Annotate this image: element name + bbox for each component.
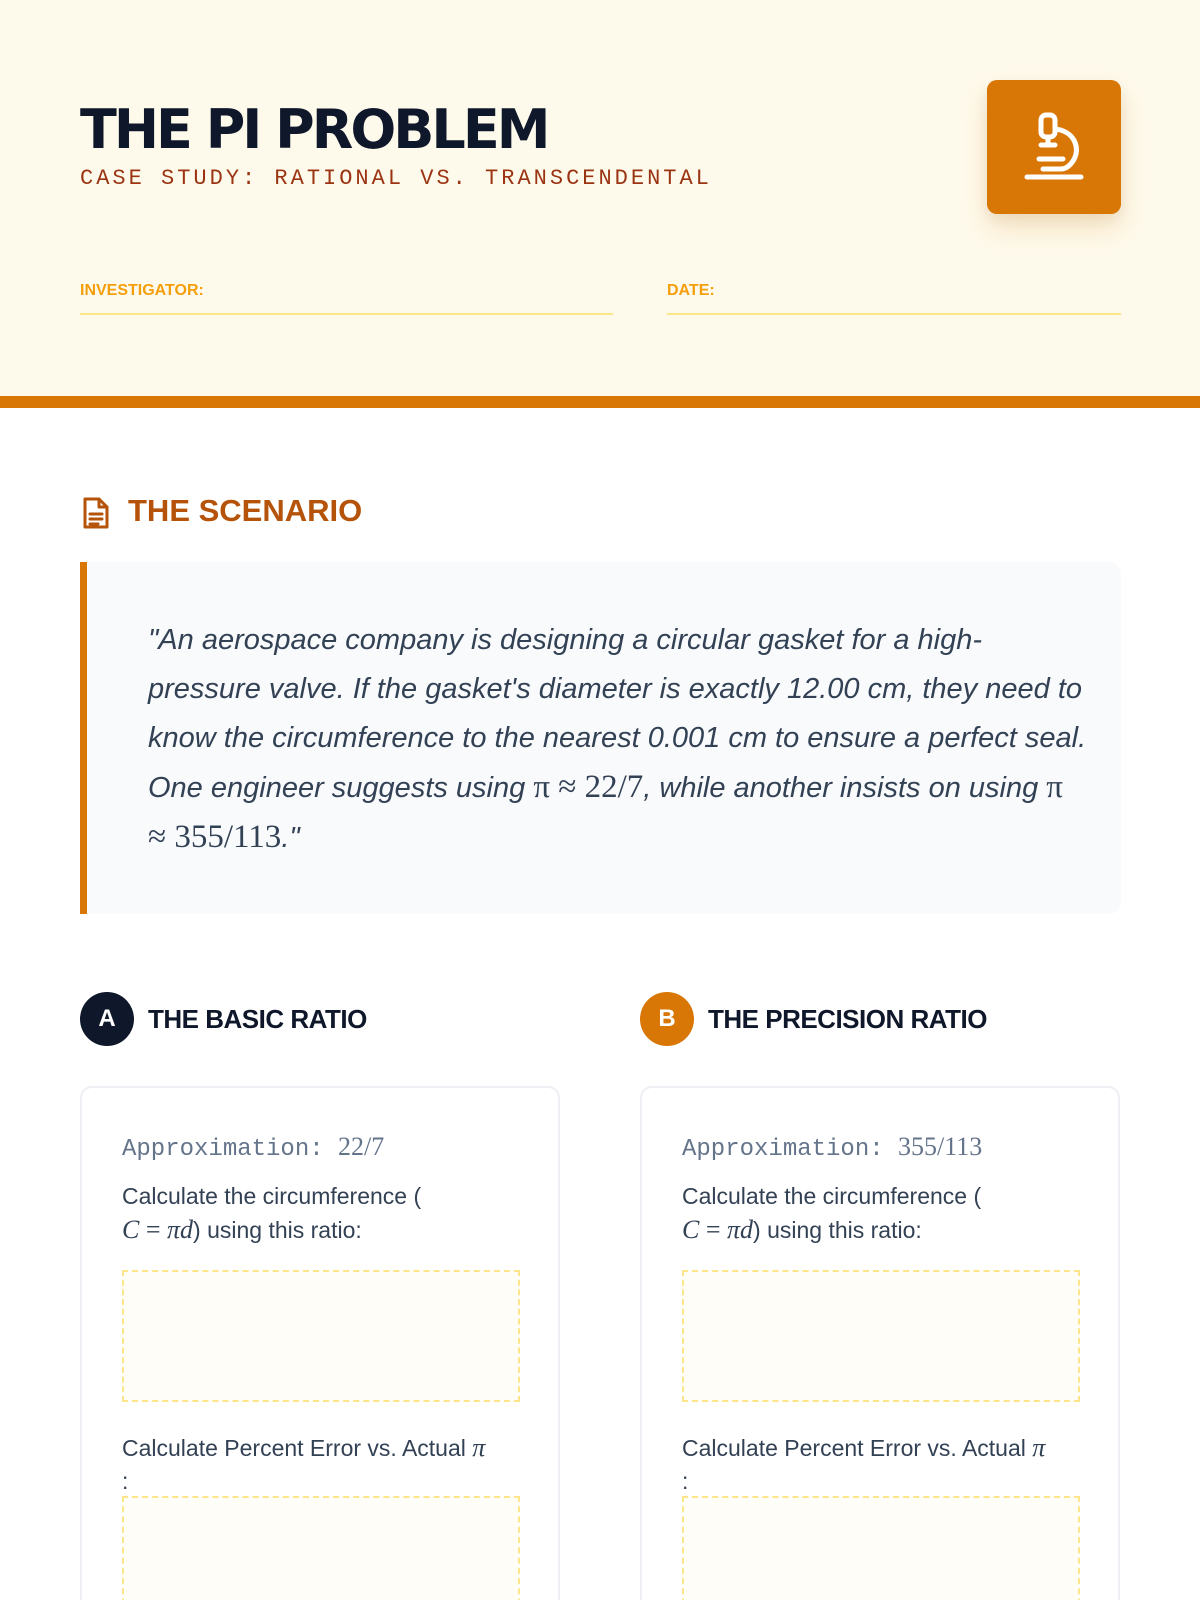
scenario-text (148, 616, 1088, 863)
page-subtitle: CASE STUDY: RATIONAL VS. TRANSCENDENTAL (80, 166, 712, 191)
scenario-quote-box (80, 562, 1121, 914)
header-band (0, 0, 1200, 396)
scenario-text-part: "An aerospace company is designing a circular gasket for a high-pressure valve. If the gasket's diameter is exactly 12.00 cm, they need to know the circumference to the nearest 0.001 cm to ensure a perfect seal. One engineer suggests using (148, 624, 1087, 804)
microscope-icon (1021, 111, 1087, 183)
prompt-text: ) using this ratio: (193, 1217, 362, 1243)
approximation-value: 22/7 (338, 1132, 385, 1161)
prompt-text: ) using this ratio: (753, 1217, 922, 1243)
prompt-text: : (682, 1468, 689, 1494)
circumference-prompt (122, 1180, 462, 1247)
header-divider (0, 396, 1200, 408)
basic-ratio-heading: THE BASIC RATIO (148, 1004, 367, 1034)
section-badge-a: A (80, 992, 134, 1046)
date-field[interactable] (667, 313, 1121, 315)
pi-symbol: π (472, 1433, 486, 1462)
approximation-label (122, 1132, 384, 1163)
approximation-label-text: Approximation: (682, 1136, 899, 1163)
prompt-text: Calculate Percent Error vs. Actual (682, 1435, 1033, 1461)
page-title: THE PI PROBLEM (80, 98, 548, 161)
circumference-answer-box[interactable] (682, 1270, 1080, 1402)
scenario-heading: THE SCENARIO (128, 493, 363, 528)
precision-ratio-heading: THE PRECISION RATIO (708, 1004, 987, 1034)
pi-symbol: π (1032, 1433, 1046, 1462)
percent-error-answer-box[interactable] (682, 1496, 1080, 1600)
date-label: DATE: (667, 282, 715, 299)
investigator-field[interactable] (80, 313, 613, 315)
basic-ratio-card (80, 1086, 560, 1600)
logo-badge (987, 80, 1121, 214)
scenario-text-part: ." (281, 822, 300, 854)
circumference-answer-box[interactable] (122, 1270, 520, 1402)
prompt-text: Calculate Percent Error vs. Actual (122, 1435, 473, 1461)
prompt-text: : (122, 1468, 129, 1494)
formula-variable: C (682, 1215, 700, 1244)
approximation-value: 355/113 (898, 1132, 983, 1161)
formula-variable: πd (167, 1215, 194, 1244)
document-icon (82, 496, 110, 535)
formula-variable: C (122, 1215, 140, 1244)
circumference-prompt (682, 1180, 1022, 1247)
prompt-text: Calculate the circumference ( (122, 1183, 422, 1209)
formula-variable: πd (727, 1215, 754, 1244)
section-badge-b: B (640, 992, 694, 1046)
math-expression: π ≈ 355/113 (148, 769, 1063, 855)
formula-operator: = (139, 1215, 168, 1244)
approximation-label-text: Approximation: (122, 1136, 339, 1163)
percent-error-prompt (122, 1431, 522, 1498)
formula-operator: = (699, 1215, 728, 1244)
math-expression: π ≈ 22/7 (533, 769, 644, 805)
scenario-text-part: , while another insists on using (643, 772, 1047, 804)
investigator-label: INVESTIGATOR: (80, 282, 204, 299)
approximation-label (682, 1132, 982, 1163)
precision-ratio-card (640, 1086, 1120, 1600)
percent-error-prompt (682, 1431, 1082, 1498)
prompt-text: Calculate the circumference ( (682, 1183, 982, 1209)
percent-error-answer-box[interactable] (122, 1496, 520, 1600)
